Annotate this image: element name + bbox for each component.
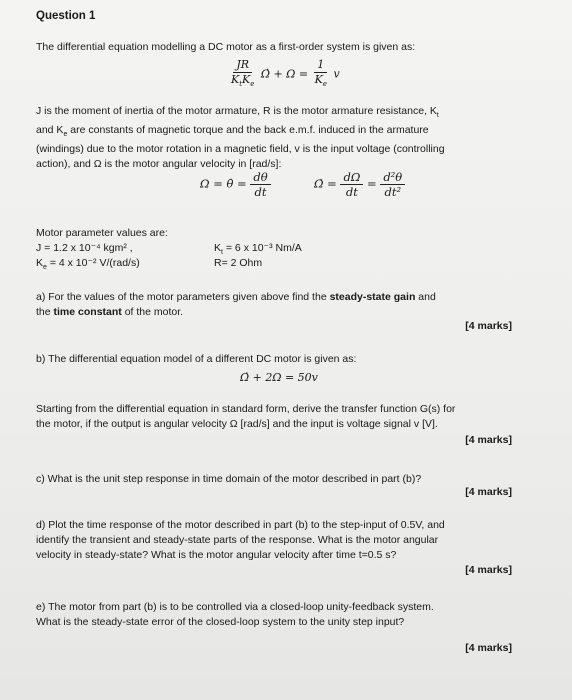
part-a-text: a) For the values of the motor parameters given above find the steady-state gain and the time constant of the motor.	[36, 291, 436, 318]
part-e-marks: [4 marks]	[465, 642, 512, 654]
param-J: J = 1.2 x 10⁻⁴ kgm² ,	[36, 242, 133, 254]
part-b-intro: b) The differential equation model of a different DC motor is given as:	[36, 353, 357, 365]
part-b-marks: [4 marks]	[465, 434, 512, 446]
param-Kt: $K_t = 6$ x 10⁻³ Nm/A	[214, 242, 302, 257]
param-R: R= 2 Ohm	[214, 257, 263, 269]
part-d-marks: [4 marks]	[465, 564, 512, 576]
params-heading: Motor parameter values are:	[36, 227, 168, 239]
question-title: Question 1	[36, 10, 96, 22]
intro-text: The differential equation modelling a DC motor as a first-order system is given as:	[36, 41, 416, 53]
part-b-text: Starting from the differential equation in standard form, derive the transfer function G(s) for the motor, if the output is angular velocity Ω [rad/s] and the input is voltage signal v [V].	[36, 403, 456, 430]
part-c-text: c) What is the unit step response in time domain of the motor described in part (b)?	[36, 473, 422, 485]
eq1-fraction-1: $\frac{JR}{K_tK_e}$	[231, 58, 255, 89]
param-Ke: $K_e = 4$ x 10⁻² V/(rad/s)	[36, 257, 140, 272]
equation-1	[228, 58, 340, 91]
eq1-fraction-2: $\frac{1}{K_e}$	[314, 58, 327, 89]
part-a-marks: [4 marks]	[465, 320, 512, 332]
part-c-marks: [4 marks]	[465, 486, 512, 498]
definitions-paragraph: J is the moment of inertia of the motor armature, R is the motor armature resistance, $K_t$ and $K_e$ are constants of magnetic torque and the back e.m.f. induced in the armature (windings) due to the motor rotation in a magnetic field, v is the input voltage (controlling action), and Ω is the motor angular velocity in [rad/s]:	[36, 105, 445, 171]
eq1-middle: Ω̇ + Ω =	[260, 67, 312, 81]
equation-2: Ω = θ̇ = $\frac{d\theta}{dt}$ Ω̇ = $\frac{d\Omega}{dt}$ = $\frac{\text{d²θ}}{\text{dt²}}$	[200, 170, 405, 199]
part-e-text: e) The motor from part (b) is to be controlled via a closed-loop unity-feedback system. What is the steady-state error of the closed-loop system to the unity step input?	[36, 601, 434, 628]
part-d-text: d) Plot the time response of the motor described in part (b) to the step-input of 0.5V, and identify the transient and steady-state parts of the response. What is the motor angular velocity in steady-state? What is the motor angular velocity after time t=0.5 s?	[36, 519, 445, 561]
eq1-rhs: v	[333, 67, 340, 81]
part-b-equation: Ω̇ + 2Ω = 50v	[240, 371, 318, 384]
